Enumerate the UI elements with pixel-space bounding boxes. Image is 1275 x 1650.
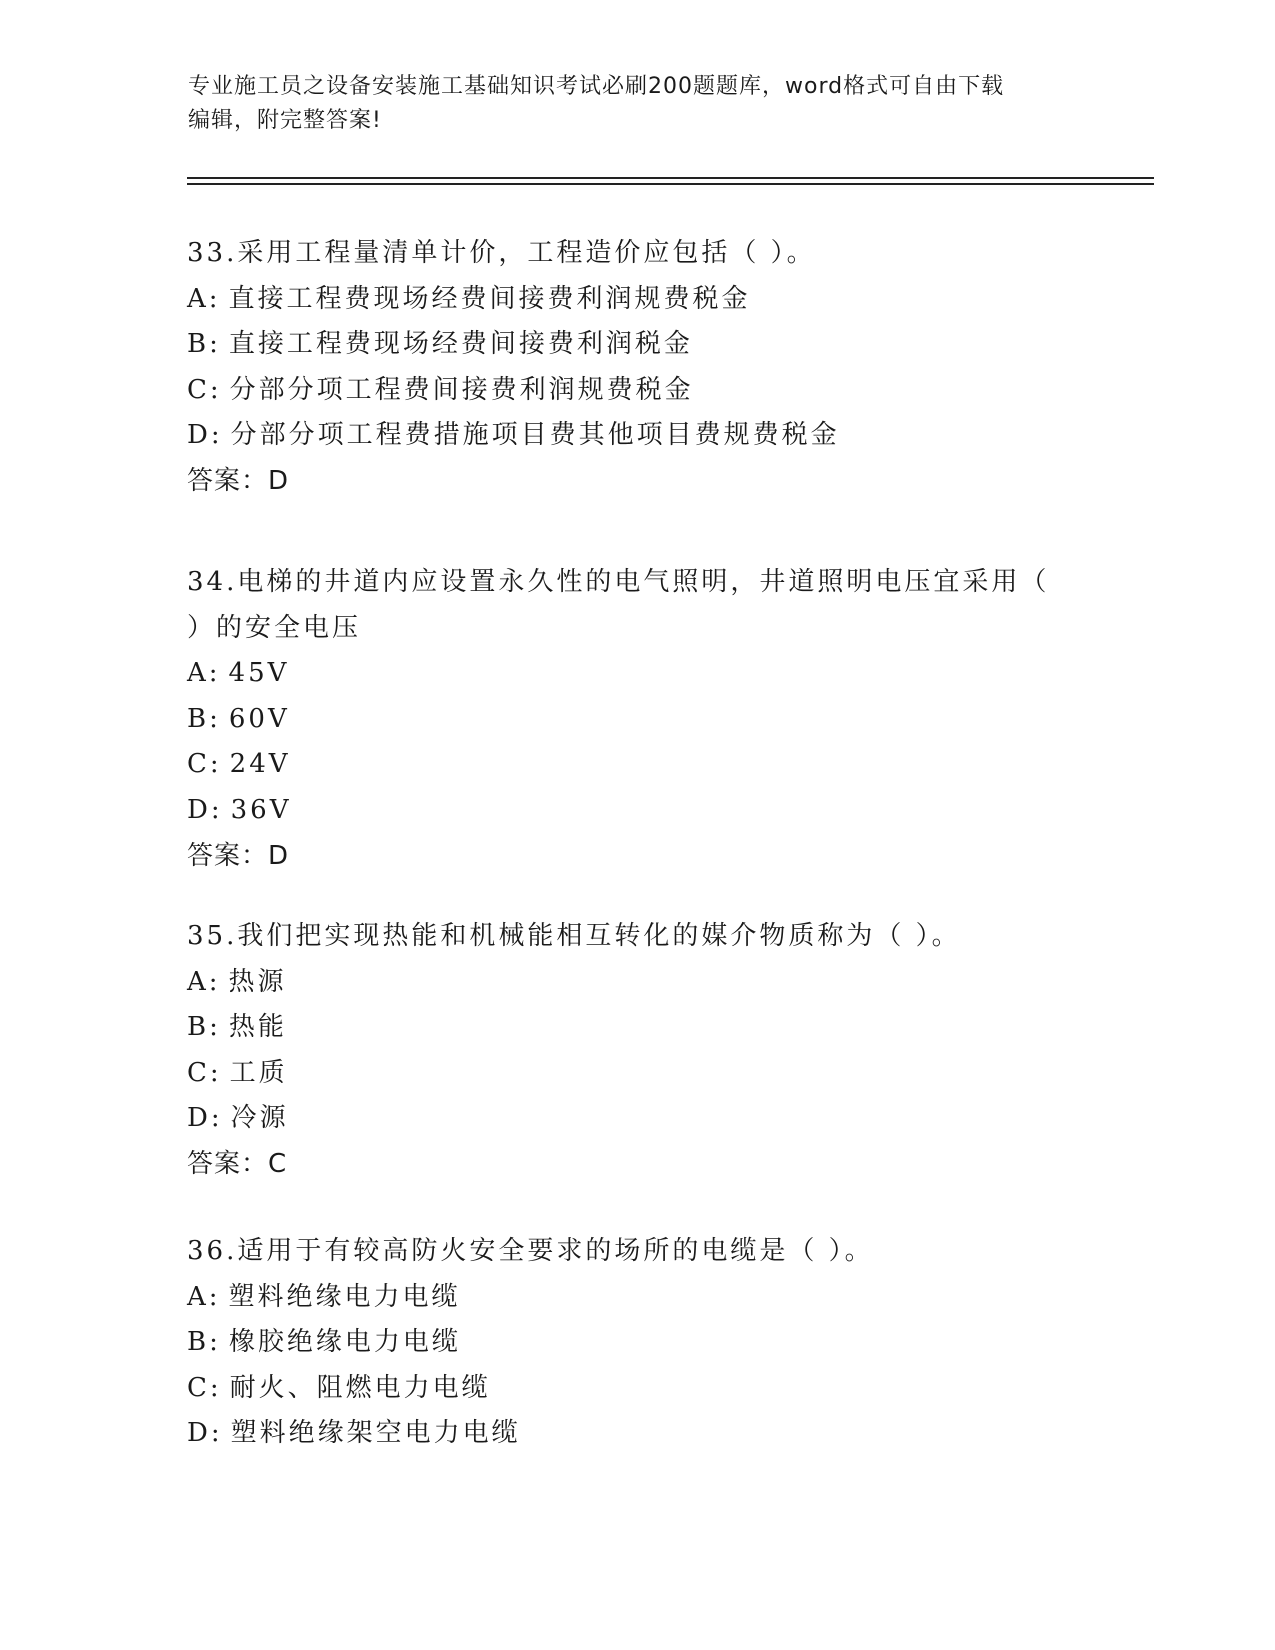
option-key: D:	[187, 1103, 223, 1134]
option-key: C:	[187, 1372, 222, 1403]
option-key: A:	[187, 283, 221, 314]
option-b	[187, 1005, 1087, 1051]
header-divider-bottom	[187, 183, 1154, 185]
option-key: B:	[187, 1327, 221, 1358]
option-key: A:	[187, 1281, 221, 1312]
header-divider-top	[187, 177, 1154, 179]
question-stem-line-2: ）的安全电压	[187, 612, 362, 643]
option-text: 分部分项工程费措施项目费其他项目费规费税金	[230, 420, 840, 451]
option-a	[187, 1275, 1087, 1321]
option-text: 分部分项工程费间接费利润规费税金	[229, 374, 694, 405]
option-text: 橡胶绝缘电力电缆	[228, 1327, 461, 1358]
question-stem: 36.适用于有较高防火安全要求的场所的电缆是（ ）。	[187, 1236, 874, 1266]
option-d	[187, 1096, 1087, 1142]
document-header	[188, 70, 1088, 138]
answer-label: 答案：D	[187, 465, 290, 496]
option-key: A:	[187, 658, 221, 689]
option-key: D:	[187, 420, 223, 451]
option-text: 60V	[228, 703, 290, 734]
header-line-2: 编辑，附完整答案!	[188, 108, 382, 133]
option-key: D:	[187, 794, 223, 825]
option-key: A:	[187, 966, 221, 997]
option-text: 45V	[228, 658, 290, 689]
option-text: 直接工程费现场经费间接费利润税金	[228, 329, 693, 360]
question-36	[187, 1229, 1087, 1457]
option-a	[187, 277, 1087, 323]
answer-label: 答案：C	[187, 1148, 288, 1179]
option-c	[187, 1051, 1087, 1097]
option-text: 热源	[228, 966, 287, 997]
option-text: 36V	[230, 794, 292, 825]
option-d	[187, 413, 1087, 459]
option-key: C:	[187, 1057, 222, 1088]
question-33	[187, 231, 1087, 505]
option-key: C:	[187, 374, 222, 405]
option-c	[187, 742, 1087, 788]
option-text: 塑料绝缘电力电缆	[228, 1281, 461, 1312]
header-line-1: 专业施工员之设备安装施工基础知识考试必刷200题题库，word格式可自由下载	[188, 74, 1005, 99]
option-b	[187, 322, 1087, 368]
option-b	[187, 697, 1087, 743]
question-stem: 35.我们把实现热能和机械能相互转化的媒介物质称为（ ）。	[187, 921, 961, 951]
option-c	[187, 1366, 1087, 1412]
option-key: B:	[187, 1012, 221, 1043]
option-text: 工质	[229, 1057, 288, 1088]
option-text: 耐火、阻燃电力电缆	[229, 1372, 491, 1403]
option-text: 冷源	[230, 1103, 289, 1134]
option-key: D:	[187, 1418, 223, 1449]
option-text: 24V	[229, 749, 291, 780]
option-a	[187, 651, 1087, 697]
option-d	[187, 1411, 1087, 1457]
option-b	[187, 1320, 1087, 1366]
option-a	[187, 960, 1087, 1006]
question-stem-line-1: 34.电梯的井道内应设置永久性的电气照明，井道照明电压宜采用（	[187, 567, 1050, 597]
question-35	[187, 914, 1087, 1188]
option-key: B:	[187, 703, 221, 734]
option-key: B:	[187, 329, 221, 360]
answer-label: 答案：D	[187, 840, 290, 871]
question-stem: 33.采用工程量清单计价，工程造价应包括（ ）。	[187, 238, 816, 268]
question-34	[187, 560, 1087, 879]
option-d	[187, 788, 1087, 834]
option-text: 塑料绝缘架空电力电缆	[230, 1418, 521, 1449]
option-text: 直接工程费现场经费间接费利润规费税金	[228, 283, 751, 314]
option-key: C:	[187, 749, 222, 780]
option-text: 热能	[228, 1012, 287, 1043]
option-c	[187, 368, 1087, 414]
